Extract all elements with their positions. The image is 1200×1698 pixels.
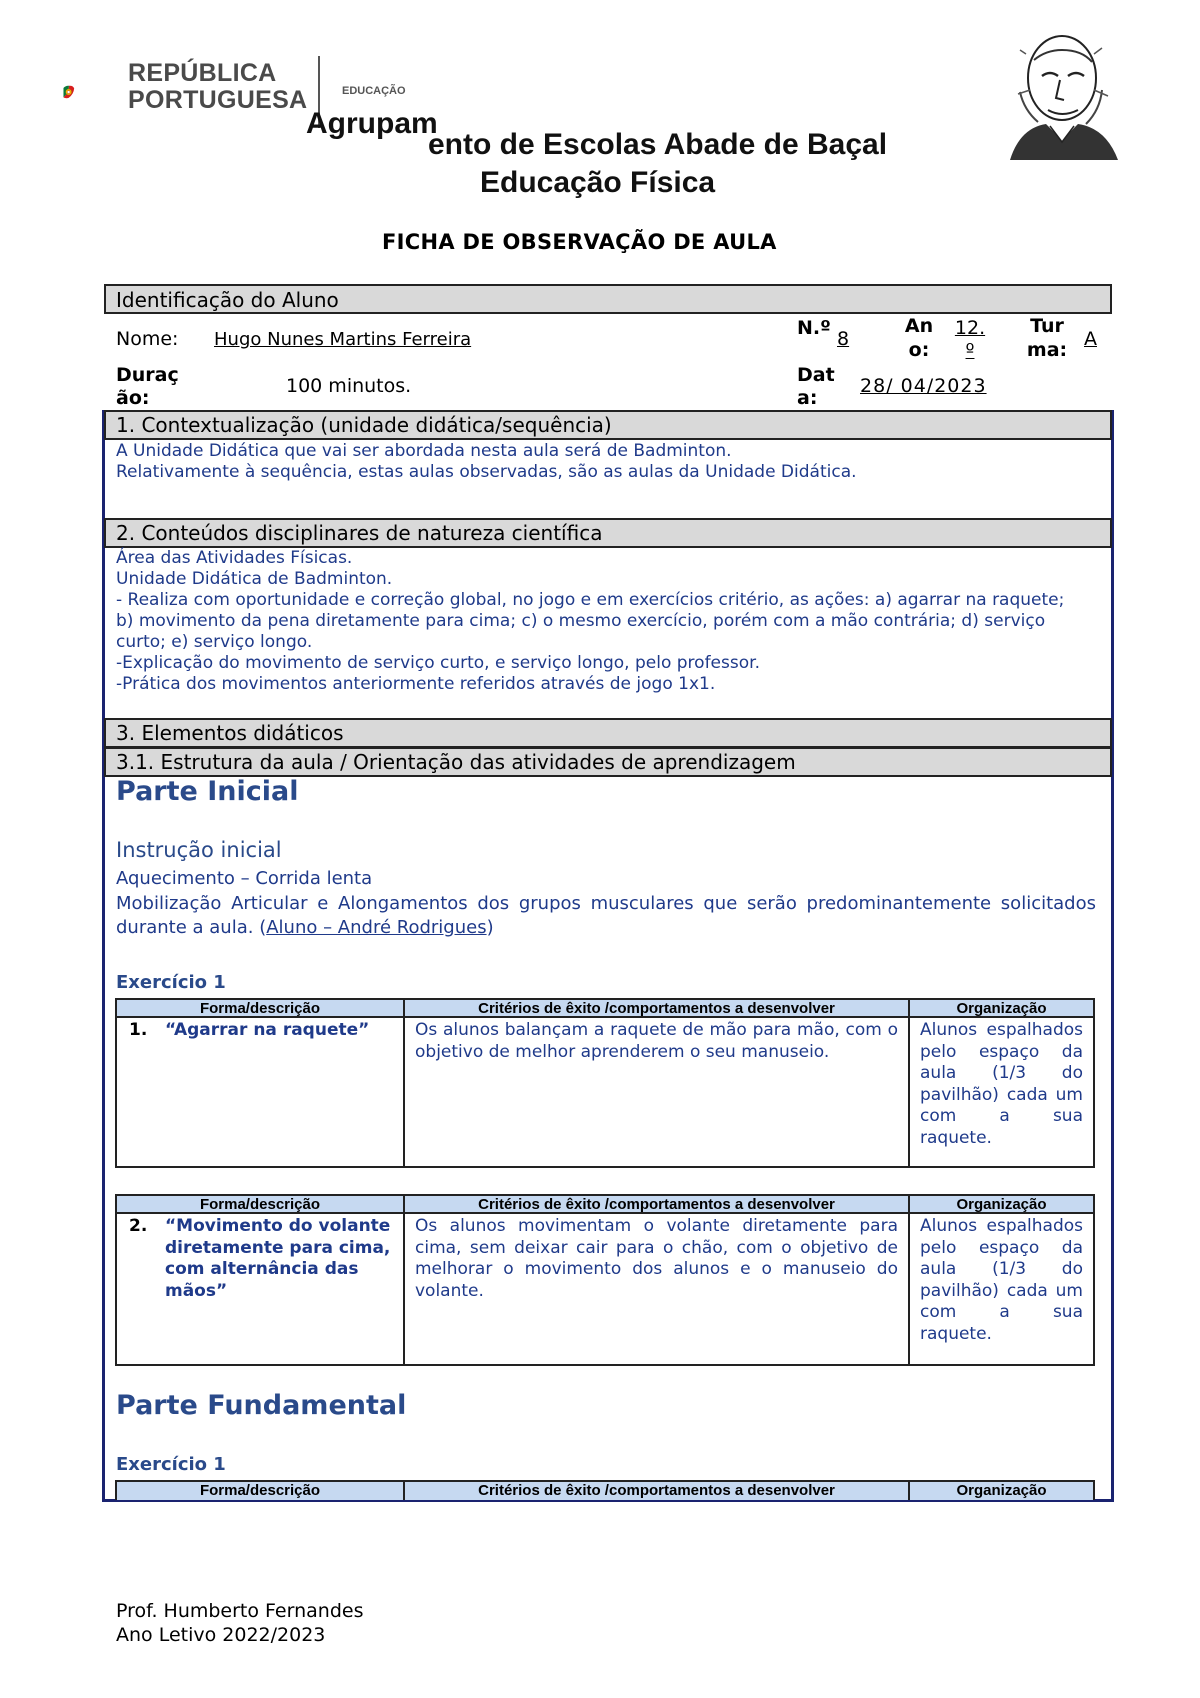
exercise-table-2	[115, 1194, 1095, 1366]
school-title: ento de Escolas Abade de Baçal	[428, 128, 888, 161]
exercise-description: 2. “Movimento do volante diretamente para cima, com alternância das mãos”	[117, 1214, 405, 1364]
section-contents-header: 2. Conteúdos disciplinares de natureza científica	[104, 518, 1112, 548]
form-title: FICHA DE OBSERVAÇÃO DE AULA	[382, 230, 777, 254]
duration-value: 100 minutos.	[286, 375, 412, 397]
exercise-table-3	[115, 1480, 1095, 1500]
section-didactic-header: 3. Elementos didáticos	[104, 718, 1112, 748]
mobilization-text: Mobilização Articular e Alongamentos dos grupos musculares que serão predominantemente solicitados durante a aula. (Aluno – André Rodrigues)	[116, 893, 1096, 938]
section-contextualization-header: 1. Contextualização (unidade didática/sequência)	[104, 410, 1112, 440]
subject-title: Educação Física	[480, 166, 716, 199]
exercise-table-1	[115, 998, 1095, 1168]
date-label: Data:	[797, 364, 835, 409]
number-value: 8	[837, 328, 850, 350]
table-row	[117, 1018, 1093, 1166]
teacher-name: Prof. Humberto Fernandes	[116, 1600, 364, 1622]
school-year: Ano Letivo 2022/2023	[116, 1624, 326, 1646]
parte-fundamental-title: Parte Fundamental	[116, 1390, 407, 1421]
identification-header: Identificação do Aluno	[104, 284, 1112, 314]
table-header-row: Forma/descrição Critérios de êxito /comportamentos a desenvolver Organização	[117, 1000, 1093, 1018]
warmup-text: Aquecimento – Corrida lenta	[116, 868, 373, 889]
year-label: Ano:	[904, 315, 934, 361]
shield-icon	[67, 91, 70, 94]
section-structure-header: 3.1. Estrutura da aula / Orientação das atividades de aprendizagem	[104, 747, 1112, 777]
student-link[interactable]: Aluno – André Rodrigues	[266, 917, 487, 938]
school-title-cut-fragment: Agrupam	[306, 107, 438, 140]
table-header-row: Forma/descrição Critérios de êxito /comportamentos a desenvolver Organização	[117, 1196, 1093, 1214]
ministry-label: EDUCAÇÃO	[342, 85, 406, 97]
class-label: Turma:	[1026, 315, 1068, 361]
exercise-label-fundamental: Exercício 1	[116, 1454, 226, 1475]
section-contents-text: Área das Atividades Físicas. Unidade Didática de Badminton. - Realiza com oportunidade e correção global, no jogo e em exercícios critério, as ações: a) agarrar na raquete; b) movimento da pena diretamente para cima; c) o mesmo exercício, porém com a mão contrária; d) serviço curto; e) serviço longo. -Explicação do movimento de serviço curto, e serviço longo, pelo professor. -Prática dos movimentos anteriormente referidos através de jogo 1x1.	[116, 548, 1065, 694]
number-label: N.º	[797, 317, 831, 339]
year-value: 12.º	[954, 317, 986, 362]
exercise-criteria: Os alunos balançam a raquete de mão para mão, com o objetivo de melhor aprenderem o seu manuseio.	[405, 1018, 910, 1166]
section-contextualization-text: A Unidade Didática que vai ser abordada nesta aula será de Badminton. Relativamente à sequência, estas aulas observadas, são as aulas da Unidade Didática.	[116, 441, 857, 482]
parte-inicial-title: Parte Inicial	[116, 776, 299, 807]
name-label: Nome:	[116, 328, 179, 350]
instruction-title: Instrução inicial	[116, 838, 282, 862]
republica-portuguesa-text: REPÚBLICA PORTUGUESA	[128, 59, 308, 114]
republica-portuguesa-logo	[62, 52, 132, 132]
duration-label: Duração:	[116, 364, 179, 409]
abade-de-bacal-portrait	[990, 20, 1130, 160]
date-value: 28/ 04/2023	[860, 375, 987, 397]
class-value: A	[1084, 328, 1097, 350]
exercise-organization: Alunos espalhados pelo espaço da aula (1/3 do pavilhão) cada um com a sua raquete.	[920, 1216, 1083, 1344]
exercise-organization: Alunos espalhados pelo espaço da aula (1/3 do pavilhão) cada um com a sua raquete.	[920, 1020, 1083, 1148]
exercise-description: 1. “Agarrar na raquete”	[117, 1018, 405, 1166]
name-value: Hugo Nunes Martins Ferreira	[214, 329, 472, 350]
table-header-row: Forma/descrição Critérios de êxito /comportamentos a desenvolver Organização	[117, 1482, 1093, 1500]
table-row	[117, 1214, 1093, 1364]
exercise-criteria: Os alunos movimentam o volante diretamente para cima, sem deixar cair para o chão, com o objetivo de melhorar o movimento dos alunos e o manuseio do volante.	[405, 1214, 910, 1364]
exercise-label-inicial: Exercício 1	[116, 972, 226, 993]
